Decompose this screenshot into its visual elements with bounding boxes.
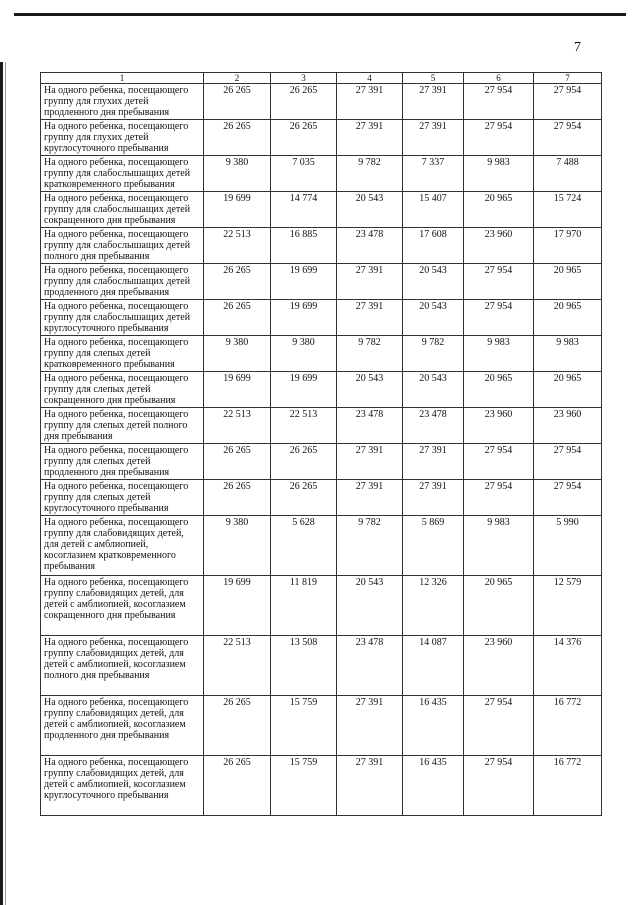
row-value: 9 380 <box>204 156 271 192</box>
row-value: 27 954 <box>534 480 602 516</box>
tariff-table <box>40 72 602 816</box>
row-value: 20 965 <box>534 372 602 408</box>
row-value: 17 970 <box>534 228 602 264</box>
row-value: 27 391 <box>403 480 464 516</box>
row-description: На одного ребенка, посещающего группу для слепых детей продленного дня пребывания <box>41 444 204 480</box>
row-value: 27 391 <box>337 84 403 120</box>
table-row <box>41 372 602 408</box>
row-value: 27 391 <box>403 444 464 480</box>
table-header-row <box>41 73 602 84</box>
row-value: 5 628 <box>271 516 337 576</box>
table-row <box>41 300 602 336</box>
table-row <box>41 156 602 192</box>
top-rule <box>14 13 626 16</box>
row-description: На одного ребенка, посещающего группу слабовидящих детей, для детей с амблиопией, косоглазием сокращенного дня пребывания <box>41 576 204 636</box>
row-value: 15 724 <box>534 192 602 228</box>
row-value: 7 337 <box>403 156 464 192</box>
row-value: 23 478 <box>337 636 403 696</box>
column-header: 7 <box>534 73 602 84</box>
row-description: На одного ребенка, посещающего группу слабовидящих детей, для детей с амблиопией, косоглазием полного дня пребывания <box>41 636 204 696</box>
table-row <box>41 444 602 480</box>
row-value: 12 326 <box>403 576 464 636</box>
row-value: 27 391 <box>337 696 403 756</box>
row-value: 16 772 <box>534 756 602 816</box>
row-value: 15 407 <box>403 192 464 228</box>
row-value: 27 391 <box>337 480 403 516</box>
row-value: 9 782 <box>337 156 403 192</box>
row-value: 19 699 <box>204 576 271 636</box>
row-value: 27 954 <box>534 84 602 120</box>
row-value: 22 513 <box>204 636 271 696</box>
row-value: 23 960 <box>464 636 534 696</box>
row-value: 23 960 <box>464 408 534 444</box>
row-description: На одного ребенка, посещающего группу для слабовидящих детей, для детей с амблиопией, косоглазием кратковременного пребывания <box>41 516 204 576</box>
row-description: На одного ребенка, посещающего группу для слабослышащих детей полного дня пребывания <box>41 228 204 264</box>
row-value: 20 543 <box>403 300 464 336</box>
row-value: 26 265 <box>271 84 337 120</box>
row-value: 7 035 <box>271 156 337 192</box>
row-value: 26 265 <box>204 444 271 480</box>
row-value: 23 960 <box>464 228 534 264</box>
row-value: 13 508 <box>271 636 337 696</box>
row-value: 27 391 <box>337 756 403 816</box>
row-description: На одного ребенка, посещающего группу для слабослышащих детей продленного дня пребывания <box>41 264 204 300</box>
row-value: 27 391 <box>337 264 403 300</box>
row-value: 19 699 <box>271 264 337 300</box>
row-value: 9 782 <box>403 336 464 372</box>
row-value: 15 759 <box>271 696 337 756</box>
row-value: 9 380 <box>204 516 271 576</box>
row-value: 27 391 <box>337 300 403 336</box>
row-value: 17 608 <box>403 228 464 264</box>
row-value: 19 699 <box>204 192 271 228</box>
row-value: 14 774 <box>271 192 337 228</box>
table-row <box>41 336 602 372</box>
row-value: 27 954 <box>534 120 602 156</box>
row-value: 20 543 <box>403 264 464 300</box>
row-value: 26 265 <box>271 120 337 156</box>
row-value: 27 954 <box>534 444 602 480</box>
row-description: На одного ребенка, посещающего группу для глухих детей круглосуточного пребывания <box>41 120 204 156</box>
row-value: 27 954 <box>464 120 534 156</box>
row-value: 14 087 <box>403 636 464 696</box>
row-value: 20 543 <box>337 192 403 228</box>
row-value: 26 265 <box>271 480 337 516</box>
table-row <box>41 516 602 576</box>
row-value: 27 954 <box>464 480 534 516</box>
row-value: 20 543 <box>337 576 403 636</box>
left-binding-edge-thin <box>5 62 6 905</box>
row-value: 27 391 <box>337 120 403 156</box>
table-row <box>41 636 602 696</box>
table-row <box>41 696 602 756</box>
row-value: 26 265 <box>204 480 271 516</box>
table-row <box>41 84 602 120</box>
row-value: 11 819 <box>271 576 337 636</box>
row-value: 27 954 <box>464 300 534 336</box>
row-value: 23 960 <box>534 408 602 444</box>
row-value: 27 954 <box>464 756 534 816</box>
row-description: На одного ребенка, посещающего группу для слепых детей сокращенного дня пребывания <box>41 372 204 408</box>
column-header: 1 <box>41 73 204 84</box>
row-value: 20 965 <box>464 372 534 408</box>
table-row <box>41 228 602 264</box>
column-header: 3 <box>271 73 337 84</box>
row-value: 26 265 <box>204 300 271 336</box>
row-value: 20 965 <box>534 264 602 300</box>
row-value: 9 983 <box>534 336 602 372</box>
row-value: 14 376 <box>534 636 602 696</box>
row-value: 26 265 <box>271 444 337 480</box>
left-binding-edge <box>0 62 3 905</box>
column-header: 6 <box>464 73 534 84</box>
row-value: 9 983 <box>464 156 534 192</box>
table-body <box>41 73 602 816</box>
row-value: 22 513 <box>204 228 271 264</box>
row-description: На одного ребенка, посещающего группу для слепых детей круглосуточного пребывания <box>41 480 204 516</box>
row-value: 5 990 <box>534 516 602 576</box>
row-value: 20 965 <box>534 300 602 336</box>
row-value: 16 435 <box>403 756 464 816</box>
row-value: 16 885 <box>271 228 337 264</box>
row-value: 27 954 <box>464 84 534 120</box>
row-value: 9 983 <box>464 516 534 576</box>
row-value: 15 759 <box>271 756 337 816</box>
column-header: 2 <box>204 73 271 84</box>
table-row <box>41 756 602 816</box>
table-row <box>41 120 602 156</box>
row-value: 26 265 <box>204 696 271 756</box>
row-value: 20 543 <box>337 372 403 408</box>
row-value: 22 513 <box>271 408 337 444</box>
row-value: 9 782 <box>337 336 403 372</box>
row-value: 12 579 <box>534 576 602 636</box>
row-value: 19 699 <box>271 300 337 336</box>
column-header: 5 <box>403 73 464 84</box>
row-value: 16 772 <box>534 696 602 756</box>
row-value: 26 265 <box>204 756 271 816</box>
table-row <box>41 192 602 228</box>
row-value: 27 391 <box>403 84 464 120</box>
row-value: 19 699 <box>271 372 337 408</box>
row-value: 27 954 <box>464 696 534 756</box>
row-value: 27 954 <box>464 264 534 300</box>
row-value: 7 488 <box>534 156 602 192</box>
row-value: 20 965 <box>464 192 534 228</box>
page-number: 7 <box>574 40 581 55</box>
row-value: 27 391 <box>403 120 464 156</box>
table-row <box>41 480 602 516</box>
table-row <box>41 264 602 300</box>
row-value: 16 435 <box>403 696 464 756</box>
row-description: На одного ребенка, посещающего группу для глухих детей продленного дня пребывания <box>41 84 204 120</box>
row-value: 9 380 <box>204 336 271 372</box>
row-value: 26 265 <box>204 264 271 300</box>
row-value: 27 391 <box>337 444 403 480</box>
row-description: На одного ребенка, посещающего группу для слепых детей полного дня пребывания <box>41 408 204 444</box>
row-value: 19 699 <box>204 372 271 408</box>
row-description: На одного ребенка, посещающего группу слабовидящих детей, для детей с амблиопией, косоглазием продленного дня пребывания <box>41 696 204 756</box>
row-value: 9 983 <box>464 336 534 372</box>
row-value: 26 265 <box>204 120 271 156</box>
row-value: 27 954 <box>464 444 534 480</box>
column-header: 4 <box>337 73 403 84</box>
table-row <box>41 576 602 636</box>
row-description: На одного ребенка, посещающего группу для слабослышащих детей сокращенного дня пребывания <box>41 192 204 228</box>
row-value: 20 965 <box>464 576 534 636</box>
row-value: 9 782 <box>337 516 403 576</box>
row-value: 26 265 <box>204 84 271 120</box>
row-value: 5 869 <box>403 516 464 576</box>
table-row <box>41 408 602 444</box>
row-value: 23 478 <box>337 228 403 264</box>
row-description: На одного ребенка, посещающего группу для слабослышащих детей круглосуточного пребывания <box>41 300 204 336</box>
row-description: На одного ребенка, посещающего группу для слепых детей кратковременного пребывания <box>41 336 204 372</box>
row-value: 22 513 <box>204 408 271 444</box>
row-description: На одного ребенка, посещающего группу слабовидящих детей, для детей с амблиопией, косоглазием круглосуточного пребывания <box>41 756 204 816</box>
row-value: 20 543 <box>403 372 464 408</box>
row-value: 23 478 <box>337 408 403 444</box>
row-description: На одного ребенка, посещающего группу для слабослышащих детей кратковременного пребывания <box>41 156 204 192</box>
row-value: 23 478 <box>403 408 464 444</box>
row-value: 9 380 <box>271 336 337 372</box>
